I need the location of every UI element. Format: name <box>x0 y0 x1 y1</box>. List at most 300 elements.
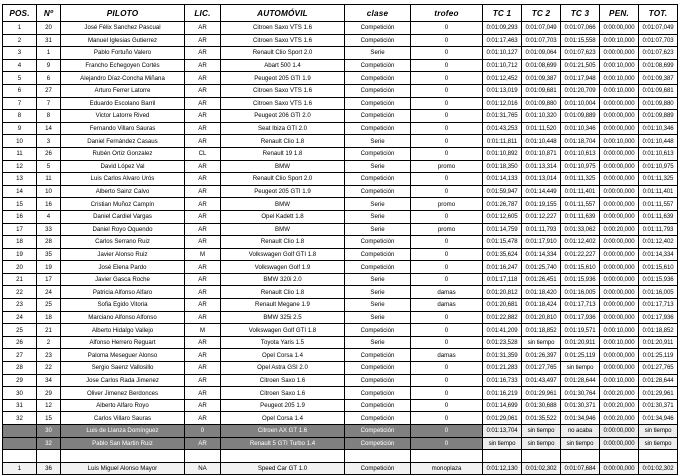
cell-pen: 0:00:00,000 <box>600 311 639 324</box>
cell-tc2: sin tiempo <box>522 425 561 438</box>
cell-car: BMW <box>221 198 345 211</box>
cell-car: Renault Clio 1.8 <box>221 236 345 249</box>
cell-trofeo: promo <box>411 160 483 173</box>
cell-tc2: 0:01:07,049 <box>522 22 561 35</box>
cell-trofeo: monoplaza <box>411 462 483 475</box>
cell-pilot: Alfonso Herrero Reguart <box>61 336 185 349</box>
cell-clase: Competición <box>345 173 411 186</box>
cell-clase: Competición <box>345 110 411 123</box>
cell-num: 24 <box>37 286 61 299</box>
cell-pos: 16 <box>3 210 37 223</box>
cell-pen: 0:00:00,000 <box>600 47 639 60</box>
cell-tc1: sin tiempo <box>483 437 522 450</box>
cell-car <box>221 450 345 463</box>
cell-car: Citroen Saxo VTS 1.6 <box>221 22 345 35</box>
cell-tc1: 0:01:14,133 <box>483 173 522 186</box>
cell-trofeo: 0 <box>411 122 483 135</box>
table-row[interactable] <box>3 273 678 286</box>
cell-tc3: 0:01:20,709 <box>561 84 600 97</box>
cell-pen: 0:00:00,000 <box>600 236 639 249</box>
cell-clase: Competición <box>345 437 411 450</box>
cell-num: 18 <box>37 311 61 324</box>
cell-trofeo: 0 <box>411 273 483 286</box>
cell-car: Citroen Saxo VTS 1.6 <box>221 34 345 47</box>
cell-trofeo: 0 <box>411 336 483 349</box>
cell-pos: 22 <box>3 286 37 299</box>
cell-tc3: 0:01:11,401 <box>561 185 600 198</box>
table-row[interactable] <box>3 173 678 186</box>
cell-car: Volkswagen Golf 1.9 <box>221 261 345 274</box>
cell-clase: Competición <box>345 34 411 47</box>
table-row[interactable] <box>3 437 678 450</box>
cell-clase: Serie <box>345 299 411 312</box>
cell-lic: AR <box>185 198 221 211</box>
cell-car: Renault 19 1.8 <box>221 147 345 160</box>
cell-pilot <box>61 450 185 463</box>
cell-pilot: Oliver Jimenez Berdonces <box>61 387 185 400</box>
cell-pen: 0:00:00,000 <box>600 97 639 110</box>
table-row[interactable] <box>3 160 678 173</box>
cell-tot: 0:01:11,325 <box>639 173 678 186</box>
cell-tot: 0:01:11,557 <box>639 198 678 211</box>
cell-tot: 0:01:09,387 <box>639 72 678 85</box>
cell-pilot: Luis de Llanza Domínguez <box>61 425 185 438</box>
cell-tc1: 0:01:43,253 <box>483 122 522 135</box>
cell-car: BMW <box>221 160 345 173</box>
cell-tc1: 0:01:16,733 <box>483 374 522 387</box>
cell-pos: 11 <box>3 147 37 160</box>
cell-trofeo: 0 <box>411 236 483 249</box>
cell-tc1 <box>483 450 522 463</box>
column-header-tc3[interactable]: TC 3 <box>561 5 600 22</box>
cell-tot: sin tiempo <box>639 437 678 450</box>
cell-tc2: 0:01:26,397 <box>522 349 561 362</box>
column-header-tc1[interactable]: TC 1 <box>483 5 522 22</box>
table-row[interactable] <box>3 34 678 47</box>
cell-trofeo: damas <box>411 349 483 362</box>
cell-trofeo: 0 <box>411 22 483 35</box>
cell-num: 20 <box>37 22 61 35</box>
cell-trofeo: 0 <box>411 425 483 438</box>
cell-trofeo: 0 <box>411 185 483 198</box>
cell-tc2: 0:01:20,810 <box>522 311 561 324</box>
table-row[interactable] <box>3 22 678 35</box>
cell-trofeo: 0 <box>411 84 483 97</box>
table-row[interactable] <box>3 336 678 349</box>
cell-tc3: 0:01:11,557 <box>561 198 600 211</box>
cell-tot: 0:01:07,049 <box>639 22 678 35</box>
cell-clase: Competición <box>345 425 411 438</box>
table-row[interactable] <box>3 324 678 337</box>
cell-trofeo: 0 <box>411 362 483 375</box>
cell-lic: AR <box>185 185 221 198</box>
cell-pen: 0:00:10,000 <box>600 72 639 85</box>
cell-num: 11 <box>37 173 61 186</box>
cell-tc2: 0:01:09,064 <box>522 47 561 60</box>
cell-tc3: 0:01:17,936 <box>561 311 600 324</box>
cell-trofeo: 0 <box>411 173 483 186</box>
cell-num: 16 <box>37 198 61 211</box>
cell-num: 35 <box>37 248 61 261</box>
cell-num: 7 <box>37 97 61 110</box>
cell-lic: AR <box>185 160 221 173</box>
cell-lic: AR <box>185 236 221 249</box>
cell-tc1: 0:01:10,712 <box>483 59 522 72</box>
column-header-pos[interactable]: POS. <box>3 5 37 22</box>
cell-trofeo: promo <box>411 198 483 211</box>
cell-lic: 0 <box>185 425 221 438</box>
cell-tc2: 0:01:27,765 <box>522 362 561 375</box>
cell-car: BMW <box>221 223 345 236</box>
cell-tot: 0:01:10,975 <box>639 160 678 173</box>
cell-tc2: 0:01:09,880 <box>522 97 561 110</box>
cell-tc1: 0:01:18,350 <box>483 160 522 173</box>
cell-tc3: sin tiempo <box>561 362 600 375</box>
cell-pilot: Victor Latorre Rived <box>61 110 185 123</box>
cell-num: 5 <box>37 160 61 173</box>
cell-pilot: Javier Alonso Ruiz <box>61 248 185 261</box>
cell-car: Citroen Saxo VTS 1.6 <box>221 97 345 110</box>
cell-tot: 0:01:25,119 <box>639 349 678 362</box>
cell-tc2: 0:01:43,497 <box>522 374 561 387</box>
table-row[interactable] <box>3 399 678 412</box>
cell-pilot: Alberto Alfaro Royo <box>61 399 185 412</box>
cell-tc2: 0:01:11,793 <box>522 223 561 236</box>
cell-pos: 18 <box>3 236 37 249</box>
table-row[interactable] <box>3 97 678 110</box>
cell-tc2: 0:01:09,681 <box>522 84 561 97</box>
cell-tc3: 0:01:21,505 <box>561 59 600 72</box>
cell-trofeo: 0 <box>411 47 483 60</box>
cell-tc1: 0:01:13,704 <box>483 425 522 438</box>
cell-tc1: 0:01:12,130 <box>483 462 522 475</box>
table-row[interactable] <box>3 59 678 72</box>
cell-car: Citroen AX GT 1.6 <box>221 425 345 438</box>
table-row[interactable] <box>3 299 678 312</box>
column-header-num[interactable]: Nº <box>37 5 61 22</box>
cell-tc1: 0:01:20,812 <box>483 286 522 299</box>
cell-num: 14 <box>37 122 61 135</box>
cell-car: Renault Clio Sport 2.0 <box>221 47 345 60</box>
cell-car: Renault Clio 1.8 <box>221 135 345 148</box>
cell-num: 28 <box>37 236 61 249</box>
cell-tc3: 0:01:10,004 <box>561 97 600 110</box>
cell-pilot: Alberto Hidalgo Vallejo <box>61 324 185 337</box>
table-row[interactable] <box>3 349 678 362</box>
column-header-car[interactable]: AUTOMÓVIL <box>221 5 345 22</box>
cell-pilot: Manuel Iglesias Gutierrez <box>61 34 185 47</box>
cell-pos: 21 <box>3 273 37 286</box>
cell-tc2: 0:01:13,314 <box>522 160 561 173</box>
table-row[interactable] <box>3 135 678 148</box>
table-header <box>3 5 678 22</box>
table-row[interactable] <box>3 362 678 375</box>
cell-tot: 0:01:12,402 <box>639 236 678 249</box>
cell-car: Peugeot 205 GTI 1.9 <box>221 72 345 85</box>
cell-pen: 0:00:10,000 <box>600 34 639 47</box>
cell-pos: 15 <box>3 198 37 211</box>
cell-lic: AR <box>185 286 221 299</box>
cell-tot: 0:01:02,302 <box>639 462 678 475</box>
cell-car: Citroen Saxo 1.6 <box>221 387 345 400</box>
cell-lic: NA <box>185 462 221 475</box>
cell-pos: 7 <box>3 97 37 110</box>
cell-pen: 0:00:00,000 <box>600 286 639 299</box>
cell-trofeo: 0 <box>411 147 483 160</box>
cell-clase: Serie <box>345 273 411 286</box>
cell-pen: 0:00:00,000 <box>600 462 639 475</box>
table-row[interactable] <box>3 425 678 438</box>
cell-tc3: 0:01:07,066 <box>561 22 600 35</box>
cell-car: Opel Astra GSI 2.0 <box>221 362 345 375</box>
cell-num: 25 <box>37 299 61 312</box>
cell-tc1: 0:01:29,061 <box>483 412 522 425</box>
cell-tc3: 0:01:30,371 <box>561 399 600 412</box>
cell-pilot: Carlos Villaro Sauras <box>61 412 185 425</box>
cell-car: Speed Car GT 1.0 <box>221 462 345 475</box>
cell-tc2: 0:01:19,155 <box>522 198 561 211</box>
cell-tc1: 0:01:59,947 <box>483 185 522 198</box>
cell-pen: 0:00:20,000 <box>600 412 639 425</box>
cell-num: 12 <box>37 399 61 412</box>
cell-num: 15 <box>37 412 61 425</box>
cell-lic: AR <box>185 362 221 375</box>
cell-car: Renault Megane 1.9 <box>221 299 345 312</box>
cell-lic: AR <box>185 349 221 362</box>
cell-lic: AR <box>185 336 221 349</box>
cell-car: Citroen Saxo VTS 1.6 <box>221 84 345 97</box>
cell-pos: 17 <box>3 223 37 236</box>
cell-tot: 0:01:16,005 <box>639 286 678 299</box>
table-row[interactable] <box>3 72 678 85</box>
cell-tc1: 0:01:09,293 <box>483 22 522 35</box>
cell-clase: Competición <box>345 387 411 400</box>
cell-tot: 0:01:34,946 <box>639 412 678 425</box>
cell-tc2: 0:01:02,302 <box>522 462 561 475</box>
cell-tot: 0:01:29,961 <box>639 387 678 400</box>
table-row[interactable] <box>3 84 678 97</box>
cell-num: 27 <box>37 84 61 97</box>
cell-tc3: 0:01:10,975 <box>561 160 600 173</box>
cell-pilot: Daniel Cardiel Vargas <box>61 210 185 223</box>
cell-pilot: Sergio Saenz Vallosillo <box>61 362 185 375</box>
cell-clase: Competición <box>345 72 411 85</box>
cell-car: Opel Kadett 1.8 <box>221 210 345 223</box>
cell-pos: 5 <box>3 72 37 85</box>
column-header-lic[interactable]: LIC. <box>185 5 221 22</box>
cell-tot: 0:01:11,401 <box>639 185 678 198</box>
table-row[interactable] <box>3 248 678 261</box>
cell-tc2: 0:01:17,910 <box>522 236 561 249</box>
table-row[interactable] <box>3 462 678 475</box>
cell-tc3: 0:01:15,610 <box>561 261 600 274</box>
table-row[interactable] <box>3 374 678 387</box>
cell-pilot: Daniel Fernández Casaus <box>61 135 185 148</box>
cell-pos: 27 <box>3 349 37 362</box>
column-header-pilot[interactable]: PILOTO <box>61 5 185 22</box>
cell-tc1: 0:01:10,892 <box>483 147 522 160</box>
cell-tc1: 0:01:35,624 <box>483 248 522 261</box>
cell-tot: 0:01:27,765 <box>639 362 678 375</box>
cell-tot: 0:01:09,889 <box>639 110 678 123</box>
cell-num: 29 <box>37 387 61 400</box>
cell-car: Peugeot 206 GTI 2.0 <box>221 110 345 123</box>
cell-lic: AR <box>185 387 221 400</box>
cell-lic: AR <box>185 59 221 72</box>
cell-pos: 19 <box>3 248 37 261</box>
table-row[interactable] <box>3 210 678 223</box>
table-row[interactable] <box>3 261 678 274</box>
cell-clase: Competición <box>345 84 411 97</box>
cell-pilot: José Félix Sanchez Pascual <box>61 22 185 35</box>
cell-lic: AR <box>185 412 221 425</box>
cell-num: 22 <box>37 362 61 375</box>
cell-lic: AR <box>185 84 221 97</box>
cell-clase: Serie <box>345 198 411 211</box>
cell-tc2: 0:01:10,871 <box>522 147 561 160</box>
cell-num: 4 <box>37 210 61 223</box>
table-row[interactable] <box>3 47 678 60</box>
cell-num: 31 <box>37 34 61 47</box>
table-row[interactable] <box>3 122 678 135</box>
cell-pilot: Francho Echegoyen Cortés <box>61 59 185 72</box>
cell-num: 6 <box>37 72 61 85</box>
cell-clase: Serie <box>345 210 411 223</box>
cell-tc2: 0:01:08,699 <box>522 59 561 72</box>
cell-pen: 0:00:00,000 <box>600 22 639 35</box>
cell-tot <box>639 450 678 463</box>
cell-pos: 3 <box>3 47 37 60</box>
cell-tc2: 0:01:25,740 <box>522 261 561 274</box>
cell-clase: Competición <box>345 324 411 337</box>
table-row-spacer <box>3 450 678 463</box>
cell-num: 9 <box>37 59 61 72</box>
table-row[interactable] <box>3 147 678 160</box>
cell-tc2: 0:01:26,451 <box>522 273 561 286</box>
cell-tc2 <box>522 450 561 463</box>
cell-num: 26 <box>37 147 61 160</box>
cell-lic: M <box>185 324 221 337</box>
cell-pos: 6 <box>3 84 37 97</box>
cell-num <box>37 450 61 463</box>
cell-clase: Competición <box>345 399 411 412</box>
cell-pilot: Patricia Alfonso Alfaro <box>61 286 185 299</box>
cell-tc3: 0:01:18,704 <box>561 135 600 148</box>
cell-tc1: 0:01:26,787 <box>483 198 522 211</box>
cell-pilot: Daniel Royo Oquendo <box>61 223 185 236</box>
cell-car: Peugeot 205 GTI 1.9 <box>221 185 345 198</box>
cell-pilot: Luis Carlos Alvaro Urós <box>61 173 185 186</box>
cell-lic: AR <box>185 173 221 186</box>
cell-trofeo: 0 <box>411 437 483 450</box>
cell-clase: Competición <box>345 236 411 249</box>
cell-pos: 26 <box>3 336 37 349</box>
cell-tc2: 0:01:07,703 <box>522 34 561 47</box>
cell-clase: Competición <box>345 97 411 110</box>
cell-tc1: 0:01:21,283 <box>483 362 522 375</box>
cell-pilot: Marciano Alfonso Alfonso <box>61 311 185 324</box>
column-header-trofeo[interactable]: trofeo <box>411 5 483 22</box>
cell-trofeo: 0 <box>411 72 483 85</box>
cell-clase: Competición <box>345 412 411 425</box>
table-row[interactable] <box>3 185 678 198</box>
cell-pen: 0:00:00,000 <box>600 299 639 312</box>
cell-clase: Competición <box>345 261 411 274</box>
cell-tot: 0:01:17,936 <box>639 311 678 324</box>
cell-lic: AR <box>185 374 221 387</box>
table-row[interactable] <box>3 223 678 236</box>
column-header-tc2[interactable]: TC 2 <box>522 5 561 22</box>
cell-car: Renault Clio 1.8 <box>221 286 345 299</box>
cell-tc3: 0:01:19,571 <box>561 324 600 337</box>
table-row[interactable] <box>3 198 678 211</box>
cell-num: 19 <box>37 261 61 274</box>
cell-pen: 0:00:00,000 <box>600 185 639 198</box>
table-row[interactable] <box>3 412 678 425</box>
cell-car: Peugeot 205 1.9 <box>221 399 345 412</box>
cell-pen: 0:00:20,000 <box>600 223 639 236</box>
cell-tc2: 0:01:30,688 <box>522 399 561 412</box>
cell-pos: 28 <box>3 362 37 375</box>
cell-car: Citroen Saxo 1.6 <box>221 374 345 387</box>
column-header-pen[interactable]: PEN. <box>600 5 639 22</box>
column-header-tot[interactable]: TOT. <box>639 5 678 22</box>
cell-trofeo: 0 <box>411 399 483 412</box>
cell-tc3: 0:01:10,346 <box>561 122 600 135</box>
cell-clase: Competición <box>345 374 411 387</box>
cell-car: BMW 325i 2.5 <box>221 311 345 324</box>
cell-car: Toyota Yaris 1.5 <box>221 336 345 349</box>
table-row[interactable] <box>3 311 678 324</box>
cell-tot: 0:01:11,639 <box>639 210 678 223</box>
cell-pen: 0:00:20,000 <box>600 399 639 412</box>
cell-tot: 0:01:20,911 <box>639 336 678 349</box>
cell-trofeo: damas <box>411 286 483 299</box>
table-row[interactable] <box>3 236 678 249</box>
cell-pen: 0:00:10,000 <box>600 374 639 387</box>
cell-tc1: 0:01:14,759 <box>483 223 522 236</box>
cell-pen: 0:00:00,000 <box>600 160 639 173</box>
cell-tc3: 0:01:11,639 <box>561 210 600 223</box>
cell-tc3: 0:01:22,227 <box>561 248 600 261</box>
header-row <box>3 5 678 22</box>
cell-tc1: 0:01:12,016 <box>483 97 522 110</box>
table-row[interactable] <box>3 110 678 123</box>
cell-pos: 8 <box>3 110 37 123</box>
cell-clase: Competición <box>345 462 411 475</box>
cell-pilot: José Elena Pardo <box>61 261 185 274</box>
cell-pen: 0:00:10,000 <box>600 336 639 349</box>
cell-car: Seat Ibiza GTI 2.0 <box>221 122 345 135</box>
cell-tc3 <box>561 450 600 463</box>
cell-tot: 0:01:11,793 <box>639 223 678 236</box>
cell-trofeo: 0 <box>411 261 483 274</box>
cell-tot: 0:01:28,644 <box>639 374 678 387</box>
cell-clase: Competición <box>345 59 411 72</box>
column-header-clase[interactable]: clase <box>345 5 411 22</box>
cell-tc2: 0:01:14,334 <box>522 248 561 261</box>
cell-lic: AR <box>185 399 221 412</box>
cell-pen: 0:00:00,000 <box>600 173 639 186</box>
cell-pilot: Pablo Fortuño Valero <box>61 47 185 60</box>
cell-pen: 0:00:00,000 <box>600 210 639 223</box>
cell-tc1: 0:01:16,247 <box>483 261 522 274</box>
table-row[interactable] <box>3 286 678 299</box>
cell-lic: AR <box>185 22 221 35</box>
cell-trofeo: promo <box>411 223 483 236</box>
cell-pilot: Alberto Sainz Calvo <box>61 185 185 198</box>
table-row[interactable] <box>3 387 678 400</box>
